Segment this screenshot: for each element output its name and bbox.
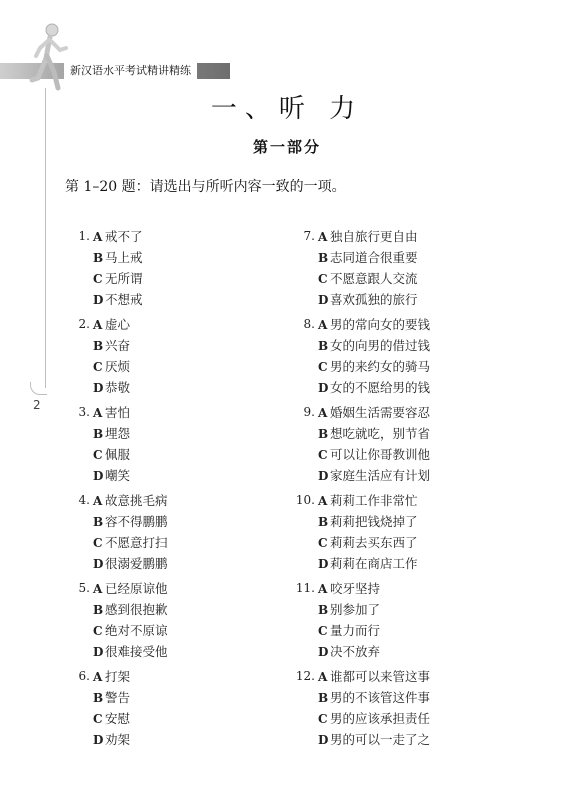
- answer-option: [93, 423, 130, 444]
- option-list: [93, 314, 130, 398]
- option-text: 佩服: [105, 447, 131, 462]
- option-text: 无所谓: [105, 271, 143, 286]
- option-letter: B: [93, 515, 104, 529]
- option-letter: C: [318, 536, 328, 550]
- question-number: 8.: [303, 317, 315, 331]
- option-letter: A: [93, 230, 103, 244]
- option-letter: D: [93, 469, 104, 483]
- option-list: [93, 226, 143, 310]
- question-number: 4.: [78, 493, 90, 507]
- option-letter: B: [318, 339, 329, 353]
- answer-option: [318, 553, 418, 574]
- option-letter: C: [93, 272, 103, 286]
- answer-option: [318, 247, 418, 268]
- answer-option: [318, 490, 418, 511]
- question-number: 9.: [303, 405, 315, 419]
- option-letter: A: [318, 670, 328, 684]
- option-list: [318, 666, 430, 750]
- option-letter: B: [318, 603, 329, 617]
- answer-option: [93, 490, 168, 511]
- question-number: 12.: [295, 669, 315, 683]
- option-letter: C: [93, 624, 103, 638]
- option-list: [93, 578, 168, 662]
- option-text: 男的应该承担责任: [330, 711, 431, 726]
- answer-option: [93, 377, 130, 398]
- question-number: 7.: [303, 229, 315, 243]
- option-letter: C: [318, 272, 328, 286]
- answer-option: [318, 356, 430, 377]
- answer-option: [93, 314, 130, 335]
- option-letter: A: [93, 318, 103, 332]
- option-text: 男的来约女的骑马: [330, 359, 431, 374]
- option-text: 婚姻生活需要容忍: [330, 405, 431, 420]
- option-letter: B: [318, 427, 329, 441]
- option-text: 男的常向女的要钱: [330, 317, 431, 332]
- option-letter: A: [318, 494, 328, 508]
- instruction-text: 第 1–20 题：请选出与所听内容一致的一项。: [65, 179, 346, 195]
- margin-line: [45, 88, 46, 388]
- option-text: 量力而行: [330, 623, 381, 638]
- question-number: 5.: [78, 581, 90, 595]
- option-letter: D: [318, 733, 329, 747]
- option-text: 女的不愿给男的钱: [330, 380, 431, 395]
- option-text: 警告: [105, 690, 131, 705]
- option-letter: A: [318, 582, 328, 596]
- answer-option: [93, 465, 130, 486]
- option-text: 别参加了: [330, 602, 381, 617]
- margin-curve: [30, 382, 47, 395]
- option-text: 男的可以一走了之: [330, 732, 431, 747]
- answer-option: [318, 465, 430, 486]
- option-letter: B: [93, 339, 104, 353]
- option-letter: A: [93, 494, 103, 508]
- option-text: 马上戒: [105, 250, 143, 265]
- answer-option: [93, 553, 168, 574]
- option-letter: C: [93, 360, 103, 374]
- option-letter: C: [93, 712, 103, 726]
- answer-option: [318, 314, 430, 335]
- option-text: 莉莉去买东西了: [330, 535, 418, 550]
- option-letter: D: [93, 381, 104, 395]
- answer-option: [318, 289, 418, 310]
- page-number: 2: [33, 398, 41, 412]
- option-letter: D: [93, 293, 104, 307]
- answer-option: [318, 687, 430, 708]
- option-text: 害怕: [105, 405, 131, 420]
- option-list: [318, 402, 430, 486]
- option-letter: B: [93, 603, 104, 617]
- book-title: 新汉语水平考试精讲精练: [64, 63, 197, 79]
- option-letter: A: [93, 670, 103, 684]
- answer-option: [93, 620, 168, 641]
- answer-option: [318, 402, 430, 423]
- answer-option: [93, 335, 130, 356]
- answer-option: [318, 377, 430, 398]
- option-letter: C: [318, 712, 328, 726]
- option-letter: C: [318, 448, 328, 462]
- option-list: [93, 402, 130, 486]
- option-text: 故意挑毛病: [105, 493, 168, 508]
- answer-option: [318, 620, 380, 641]
- answer-option: [318, 268, 418, 289]
- option-letter: D: [318, 469, 329, 483]
- answer-option: [93, 247, 143, 268]
- option-text: 感到很抱歉: [105, 602, 168, 617]
- answer-option: [93, 578, 168, 599]
- answer-option: [93, 356, 130, 377]
- option-list: [318, 578, 380, 662]
- section-title: 一、听 力: [210, 94, 364, 124]
- answer-option: [318, 511, 418, 532]
- option-text: 嘲笑: [105, 468, 131, 483]
- option-text: 可以让你哥教训他: [330, 447, 431, 462]
- option-text: 戒不了: [105, 229, 143, 244]
- option-letter: D: [93, 645, 104, 659]
- option-letter: B: [318, 691, 329, 705]
- answer-option: [318, 578, 380, 599]
- option-letter: C: [318, 624, 328, 638]
- question-number: 3.: [78, 405, 90, 419]
- answer-option: [318, 226, 418, 247]
- option-list: [93, 490, 168, 574]
- walking-figure-icon: [20, 22, 80, 92]
- option-text: 厌烦: [105, 359, 131, 374]
- question-number: 1.: [78, 229, 90, 243]
- option-letter: B: [318, 515, 329, 529]
- answer-option: [93, 666, 130, 687]
- option-letter: A: [318, 318, 328, 332]
- option-text: 恭敬: [105, 380, 131, 395]
- option-text: 埋怨: [105, 426, 131, 441]
- part-title: 第一部分: [252, 138, 321, 156]
- answer-option: [318, 666, 430, 687]
- option-text: 女的向男的借过钱: [330, 338, 431, 353]
- option-letter: A: [318, 406, 328, 420]
- option-text: 莉莉把钱烧掉了: [330, 514, 418, 529]
- option-text: 绝对不原谅: [105, 623, 168, 638]
- answer-option: [318, 708, 430, 729]
- option-list: [318, 314, 430, 398]
- option-text: 男的不该管这件事: [330, 690, 431, 705]
- question-number: 11.: [295, 581, 315, 595]
- option-text: 安慰: [105, 711, 131, 726]
- answer-option: [93, 444, 130, 465]
- option-text: 很溺爱鹏鹏: [105, 556, 168, 571]
- answer-option: [93, 268, 143, 289]
- option-letter: D: [93, 733, 104, 747]
- option-text: 莉莉在商店工作: [330, 556, 418, 571]
- option-text: 很难接受他: [105, 644, 168, 659]
- option-text: 志同道合很重要: [330, 250, 418, 265]
- answer-option: [318, 335, 430, 356]
- question-number: 6.: [78, 669, 90, 683]
- option-letter: D: [93, 557, 104, 571]
- option-list: [318, 490, 418, 574]
- option-letter: A: [318, 230, 328, 244]
- answer-option: [318, 599, 380, 620]
- answer-option: [93, 511, 168, 532]
- answer-option: [93, 532, 168, 553]
- option-letter: B: [93, 427, 104, 441]
- option-text: 咬牙坚持: [330, 581, 381, 596]
- option-text: 家庭生活应有计划: [330, 468, 431, 483]
- option-text: 虚心: [105, 317, 131, 332]
- option-letter: D: [318, 381, 329, 395]
- option-text: 打架: [105, 669, 131, 684]
- question-number: 10.: [295, 493, 315, 507]
- question-number: 2.: [78, 317, 90, 331]
- option-text: 喜欢孤独的旅行: [330, 292, 418, 307]
- option-text: 谁都可以来管这事: [330, 669, 431, 684]
- option-text: 劝架: [105, 732, 131, 747]
- option-text: 决不放弃: [330, 644, 381, 659]
- option-list: [318, 226, 418, 310]
- option-letter: C: [318, 360, 328, 374]
- answer-option: [318, 729, 430, 750]
- option-text: 想吃就吃，别节省: [330, 426, 431, 441]
- option-letter: D: [318, 293, 329, 307]
- answer-option: [93, 226, 143, 247]
- answer-option: [318, 532, 418, 553]
- option-list: [93, 666, 130, 750]
- option-letter: D: [318, 557, 329, 571]
- option-text: 兴奋: [105, 338, 131, 353]
- option-letter: A: [93, 582, 103, 596]
- option-text: 莉莉工作非常忙: [330, 493, 418, 508]
- answer-option: [93, 687, 130, 708]
- option-text: 不愿意跟人交流: [330, 271, 418, 286]
- answer-option: [93, 599, 168, 620]
- option-letter: B: [318, 251, 329, 265]
- answer-option: [93, 402, 130, 423]
- answer-option: [93, 289, 143, 310]
- option-text: 已经原谅他: [105, 581, 168, 596]
- option-letter: C: [93, 448, 103, 462]
- option-letter: A: [93, 406, 103, 420]
- option-text: 不想戒: [105, 292, 143, 307]
- answer-option: [93, 729, 130, 750]
- option-letter: B: [93, 691, 104, 705]
- option-letter: B: [93, 251, 104, 265]
- answer-option: [318, 444, 430, 465]
- option-text: 独自旅行更自由: [330, 229, 418, 244]
- option-letter: D: [318, 645, 329, 659]
- option-text: 容不得鹏鹏: [105, 514, 168, 529]
- answer-option: [93, 641, 168, 662]
- answer-option: [318, 641, 380, 662]
- answer-option: [93, 708, 130, 729]
- option-text: 不愿意打扫: [105, 535, 168, 550]
- answer-option: [318, 423, 430, 444]
- option-letter: C: [93, 536, 103, 550]
